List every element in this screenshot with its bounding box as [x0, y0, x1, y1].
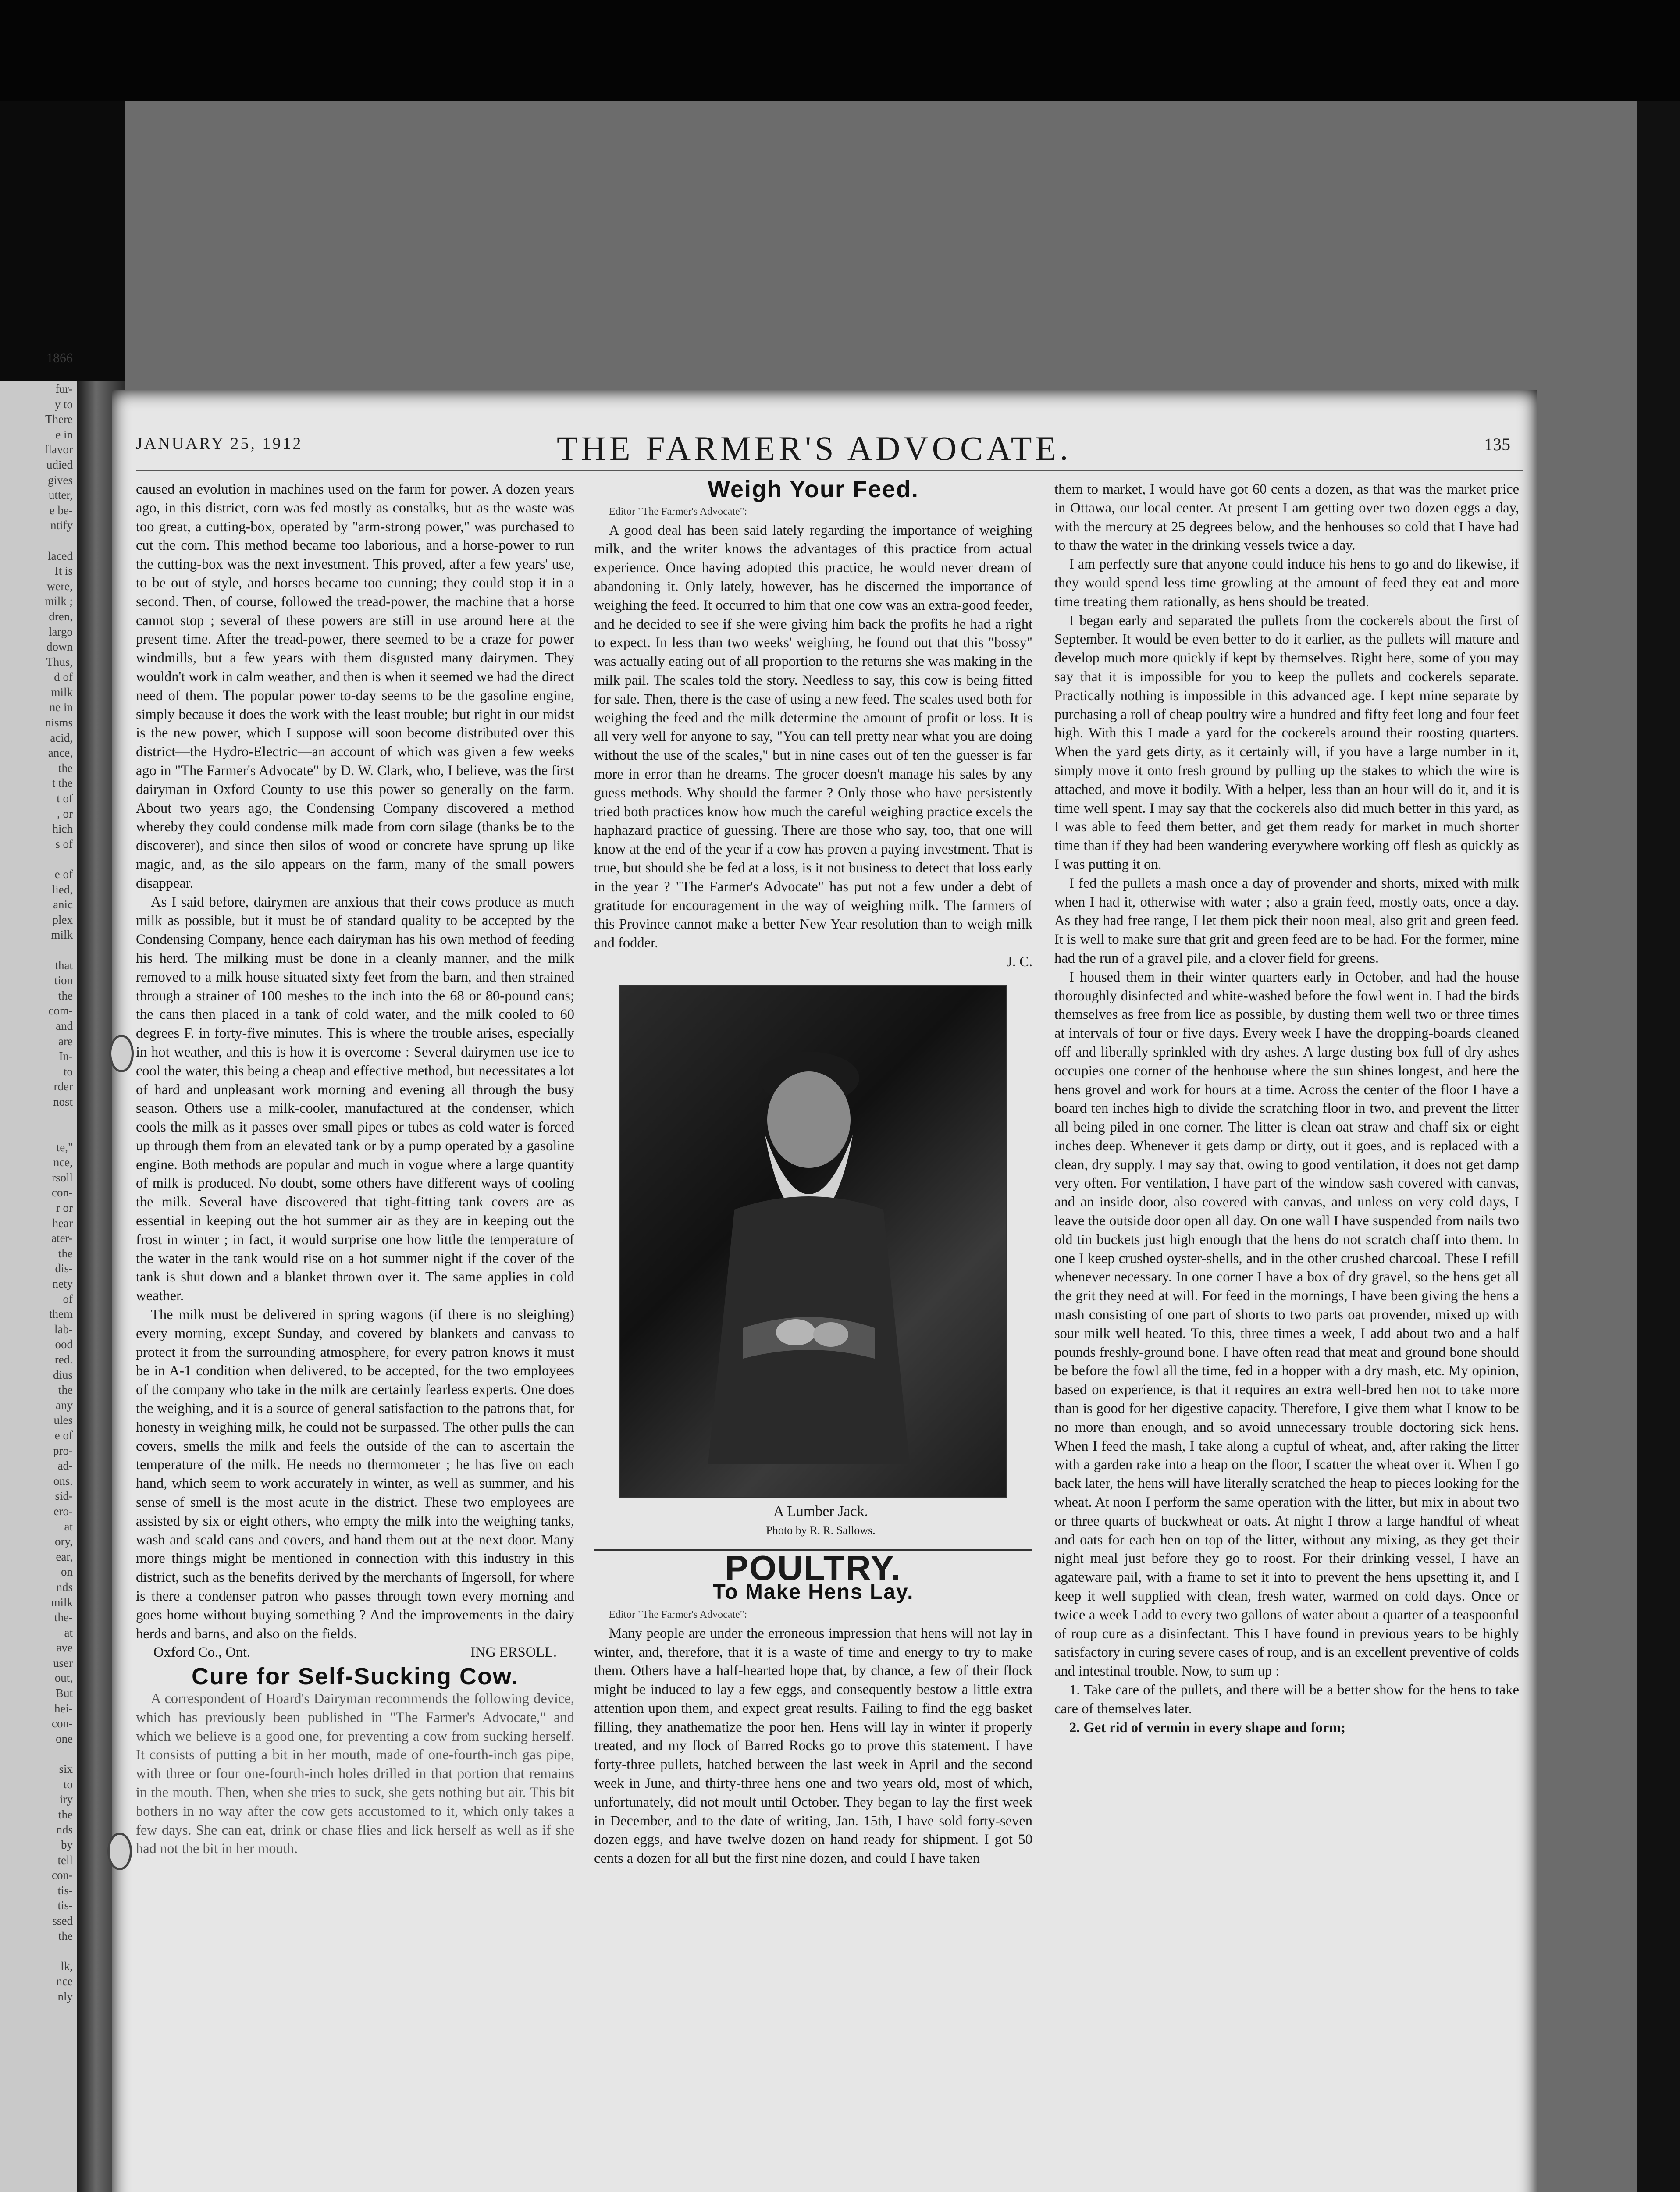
film-border-top: [0, 0, 1680, 101]
man-portrait-illustration: [682, 1025, 936, 1490]
paragraph: 1. Take care of the pullets, and there will be a better show for the hens to take care of themselves later.: [1054, 1682, 1519, 1717]
section-heading: POULTRY.: [594, 1549, 1032, 1578]
previous-page-edge: [0, 351, 77, 2192]
previous-page-text: fur- y to There e in flavor udied gives utter, e be- ntify laced It is were, milk ; dren, largo down Thus, d of milk ne in nisms acid, ance, the t the t of , or hich s of e of lied, anic plex milk that tion the com- and are In- to rder nost te," nce, rsoll con- r or hear ater- the dis- nety of them lab- ood red. dius the any ules e of pro- ad- ons. sid- ero- at ory, ear, on nds milk the- at ave user out, But hei- con- one six to iry the nds by tell con- tis- tis- ssed the lk, nce nly: [44, 382, 73, 2003]
paragraph: I began early and separated the pullets from the cockerels about the first of September. It would be even better to do it earlier, as the pullets will mature and develop much more quickly if kept by themselves. Right here, some of you may say that it is impossible for you to keep the pullets and cockerels separate. Practically nothing is impossible in this advanced age. I kept mine separate by purchasing a roll of cheap poultry wire a hundred and fifty feet long and four feet high. With this I made a yard for the cockerels around their roosting quarters. When the yard gets dirty, as it certainly will, if you have a large number in it, simply move it onto fresh ground by pulling up the stakes to which the wire is attached, and move it bodily. With a helper, less than an hour will do it, and it is time well spent. I may say that the cockerels also did much better in this yard, as I was able to feed them better, and get them ready for market in much shorter time than if they had been wandering everywhere working off flesh as quickly as I was putting it on.: [1054, 612, 1519, 872]
header-rule: [136, 470, 1523, 471]
signature: [136, 1643, 574, 1662]
paragraph: Many people are under the erroneous impression that hens will not lay in winter, and, therefore, that it is a waste of time and energy to try to make them. Others have a half-hearted hope that, by chance, a few of their flock might be induced to lay a few eggs, and consequently bestow a little extra attention upon them, and expect great results. Failing to find the egg basket filling, they anathematize the poor hen. Hens will lay in winter if properly treated, and my flock of Barred Rocks go to prove this statement. I have forty-three pullets, hatched between the last week in April and the second week in June, and thirty-three hens one and two years old, most of which, unfortunately, did not moult until October. They began to lay the first week in December, and to the date of writing, Jan. 15th, I have sold forty-seven dozen eggs, and have twelve dozen on hand ready for shipment. I got 50 cents a dozen for all but the first nine dozen, and could I have taken: [594, 1625, 1032, 1867]
masthead-title: THE FARMER'S ADVOCATE.: [557, 429, 1072, 467]
binding-hole: [107, 1833, 132, 1870]
signature-name: ING ERSOLL.: [470, 1644, 557, 1661]
page-header: [136, 429, 1523, 469]
column-1: [136, 480, 574, 1858]
column-3: [1054, 480, 1519, 1737]
page-number: 135: [1484, 434, 1510, 454]
newspaper-page: [112, 390, 1537, 2192]
paragraph: I housed them in their winter quarters early in October, and had the house thoroughly disinfected and white-washed before the fowl went in. I had the birds themselves as free from lice as possible, by dusting them well two or three times at intervals of four or five days. Every week I have the dropping-boards cleaned off and liberally sprinkled with dry ashes. A large dusting box full of dry ashes occupies one corner of the henhouse where the sun shines longest, and here the hens grovel and work for hours at a time. Across the center of the floor I have a board ten inches high to divide the scratching floor in two, and prevent the litter all being piled in one corner. The litter is clean oat straw and chaff six or eight inches deep. Whenever it gets damp or dirty, out it goes, and is replaced with a clean, dry supply. I may say that, owing to good ventilation, it does not get damp very often. For ventilation, I have part of the window sash covered with canvas, and an inside door, also covered with canvas, and unless on very cold days, I leave the outside door open all day. On one wall I have suspended from nails two old tin buckets just high enough that the hens do not scratch chaff into them. In one I keep crushed oyster-shells, and in the other crushed charcoal. These I refill whenever necessary. In one corner I have a box of dry gravel, so the hens get all the grit they need at will. For feed in the mornings, I have been giving the hens a mash consisting of one part of shorts to two parts oat provender, mixed up with sour milk well heated. To this, three times a week, I add about two and a half pounds freshly-ground bone. I have often read that meat and ground bone should be before the fowl all the time, fed in a hopper with a dry mash, etc. My opinion, based on experience, is that it requires an extra well-bred hen not to take more than is good for her digestive capacity. Therefore, I give them what I know to be no more than enough, and so avoid unnecessary trouble doctoring sick hens. When I feed the mash, I take along a cupful of wheat, and, after raking the litter with a garden rake into a heap on the floor, I scatter the wheat over it. When I go back later, the hens will have literally scratched the heap to pieces looking for the wheat. At noon I perform the same operation with the litter, but mix in about two or three quarts of buckwheat or oats. At night I throw a large handful of wheat and oats for each hen on top of the litter, without any mixing, as they get their night meal just before they go to roost. For their drinking vessel, I have an agateware pail, with a frame to set it into to prevent the hens upsetting it, and I keep it well supplied with clean, fresh water, warmed on cold days. Once or twice a week I add to every two gallons of water about a quarter of a teaspoonful of roup cure as a disinfectant. This I have found in previous years to be highly satisfactory in curing severe cases of roup, and is an excellent preventive of colds and intestinal trouble. Now, to sum up :: [1054, 969, 1519, 1680]
paragraph: A correspondent of Hoard's Dairyman recommends the following device, which has previously been published in "The Farmer's Advocate," and which we believe is a good one, for preventing a cow from sucking herself. It consists of putting a bit in her mouth, made of one-fourth-inch gas pipe, with three or four one-fourth-inch holes drilled in that portion that remains in the mouth. Then, when she tries to suck, she gets nothing but air. This bit bothers in no way after the cow gets accustomed to it, which only takes a few days. She can eat, drink or chase flies and lick herself as well as if she had not the bit in her mouth.: [136, 1691, 574, 1857]
article-title: To Make Hens Lay.: [712, 1580, 914, 1604]
binding-hole: [109, 1035, 134, 1072]
lumber-jack-photo: [619, 985, 1007, 1498]
paragraph: caused an evolution in machines used on the farm for power. A dozen years ago, in this district, corn was fed mostly as constalks, but as the waste was too great, a cutting-box, operated by "arm-strong power," was purchased to cut the corn. This method became too laborious, and a horse-power to run the cutting-box was the next investment. This proved, after a few years' use, to be out of style, and horses became too cunning; they could stop it in a second. Then, of course, followed the tread-power, the machine that a horse cannot stop ; several of these powers are still in use around here at the present time. After the tread-power, there seemed to be a craze for power windmills, but a few years with them disgusted many dairymen. They wouldn't work in calm weather, and then is when it seemed we had the direct need of them. The popular power to-day seems to be the gasoline engine, simply because it does the work with the least trouble; but right in our midst is the new power, which I suppose will soon become distributed over this district—the Hydro-Electric—an account of which was given a few weeks ago in "The Farmer's Advocate" by D. W. Clark, who, I believe, was the first dairyman in Oxford County to use this power so generally on the farm. About two years ago, the Condensing Company discovered a method whereby they could condense milk made from corn silage (thanks be to the discoverer), and since then silos of wood or concrete have sprung up like magic, and, as the silo appears on the farm, many of the small powers disappear.: [136, 481, 575, 891]
paragraph: 2. Get rid of vermin in every shape and form;: [1069, 1719, 1346, 1736]
signature: J. C.: [1007, 954, 1032, 970]
article-title: Cure for Self-Sucking Cow.: [191, 1663, 519, 1690]
article-title: Weigh Your Feed.: [707, 476, 919, 502]
article-byline: Editor "The Farmer's Advocate":: [609, 1608, 747, 1620]
issue-date: JANUARY 25, 1912: [136, 434, 303, 453]
paragraph: A good deal has been said lately regarding the importance of weighing milk, and the writer knows the advantages of this practice from actual experience. Once having adopted this practice, he would never dream of abandoning it. Only lately, however, has he discerned the importance of weighing the feed. It occurred to him that one cow was an extra-good feeder, and he decided to see if she were giving him back the profits he had a right to expect. In less than two weeks' weighing, he found out that this "bossy" was actually eating out of all proportion to the returns she was making in the milk pail. The scales told the story. Needless to say, this cow is being fitted for sale. Then, there is the case of using a new feed. The scales used both for weighing the feed and the milk determine the amount of profit or loss. It is all very well for anyone to say, "You can tell pretty near what you are doing without the use of the scales," but in nine cases out of ten the guesser is far more in error than he dreams. The grocer doesn't manage his sales by any guess methods. Why should the farmer ? Only those who have persistently tried both practices know how much the careful weighing practice excels the haphazard practice of guessing. There are those who say, too, that one will know at the end of the year if a cow has proven a paying investment. That is true, but should she be fed at a loss, is it not business to detect that loss early in the year ? "The Farmer's Advocate" has put not a few under a debt of gratitude for encouragement in the way of weighing milk. The farmers of this Province cannot make a better New Year resolution than to weigh milk and fodder.: [594, 522, 1032, 951]
signature-place: Oxford Co., Ont.: [153, 1644, 251, 1661]
photo-credit: Photo by R. R. Sallows.: [766, 1523, 876, 1537]
article-byline: Editor "The Farmer's Advocate":: [609, 505, 747, 517]
column-2: [594, 476, 1032, 1868]
paragraph: As I said before, dairymen are anxious that their cows produce as much milk as possible, but it must be of standard quality to be accepted by the Condensing Company, hence each dairyman has his own method of feeding his herd. The milking must be done in a cleanly manner, and the milk removed to a milk house situated sixty feet from the barn, and then strained through a strainer of 100 meshes to the inch into the 68 or 80-pound cans; the cans then placed in a tank of cold water, and the milk cooled to 60 degrees F. in forty-five minutes. This is where the trouble arises, especially in hot weather, and this is how it is overcome : Several dairymen use ice to cool the water, this being a cheap and effective method, but necessitates a lot of hard and unpleasant work morning and evening all through the busy season. Others use a milk-cooler, manufactured at the condenser, which cools the milk as it passes over small pipes or tubes as cold water is forced up through them from an elevated tank or by a pump operated by a gasoline engine. Both methods are popular and much in vogue where a large quantity of milk is produced. No doubt, some others have different ways of cooling the milk. Several have discovered that tight-fitting tank covers are as essential in keeping out the hot summer air as they are in keeping out the frost in winter ; in fact, it would surprise one how little the temperature of the water in the tank would rise on a hot summer night if the cover of the tank is shut down and a blanket thrown over it. The same applies in cold weather.: [136, 894, 574, 1304]
previous-page-number: 1866: [46, 351, 73, 365]
paragraph: The milk must be delivered in spring wagons (if there is no sleighing) every morning, except Sunday, and covered by blankets and canvass to protect it from the surrounding atmosphere, for every patron knows it must be in A-1 condition when delivered, to be accepted, for the two employees of the company who take in the milk are certainly fearless experts. One does the weighing, and it is a source of general satisfaction to the patrons that, for honesty in weighing milk, he could not be surpassed. The other pulls the can covers, smells the milk and feels the outside of the can to ascertain the temperature of the milk. He needs no thermometer ; he has five on each hand, which seem to work accurately in winter, as well as summer, and his sense of smell is the most acute in the district. These two employees are assisted by six or eight others, who empty the milk into the weighing tanks, wash and scald cans and covers, and hand them out at the next door. Many more things might be mentioned in connection with this industry in this district, such as the benefits derived by the merchants of Ingersoll, for where is there a condenser patron who passes through town every morning and goes home without buying something ? And the improvements in the dairy herds and barns, and also on the fields.: [136, 1307, 574, 1642]
paragraph: them to market, I would have got 60 cents a dozen, as that was the market price in Ottawa, our local center. At present I am getting over two dozen eggs a day, with the mercury at 25 degrees below, and the henhouses so cold that I have had to thaw the water in the drinking vessels twice a day.: [1054, 481, 1519, 554]
paragraph: I am perfectly sure that anyone could induce his hens to go and do likewise, if they would spend less time growling at the amount of feed they eat and more time treating them rationally, as hens should be treated.: [1054, 556, 1519, 610]
film-border-right: [1637, 101, 1680, 2192]
paragraph: I fed the pullets a mash once a day of provender and shorts, mixed with milk when I had it, otherwise with water ; also a grain feed, mostly oats, once a day. As they had free range, I let them pick their noon meal, also grit and green feed. It is well to make sure that grit and green feed are to be had. For the former, mine had the run of a gravel pile, and a clover field for greens.: [1054, 875, 1519, 966]
photo-caption: A Lumber Jack.: [773, 1503, 868, 1519]
